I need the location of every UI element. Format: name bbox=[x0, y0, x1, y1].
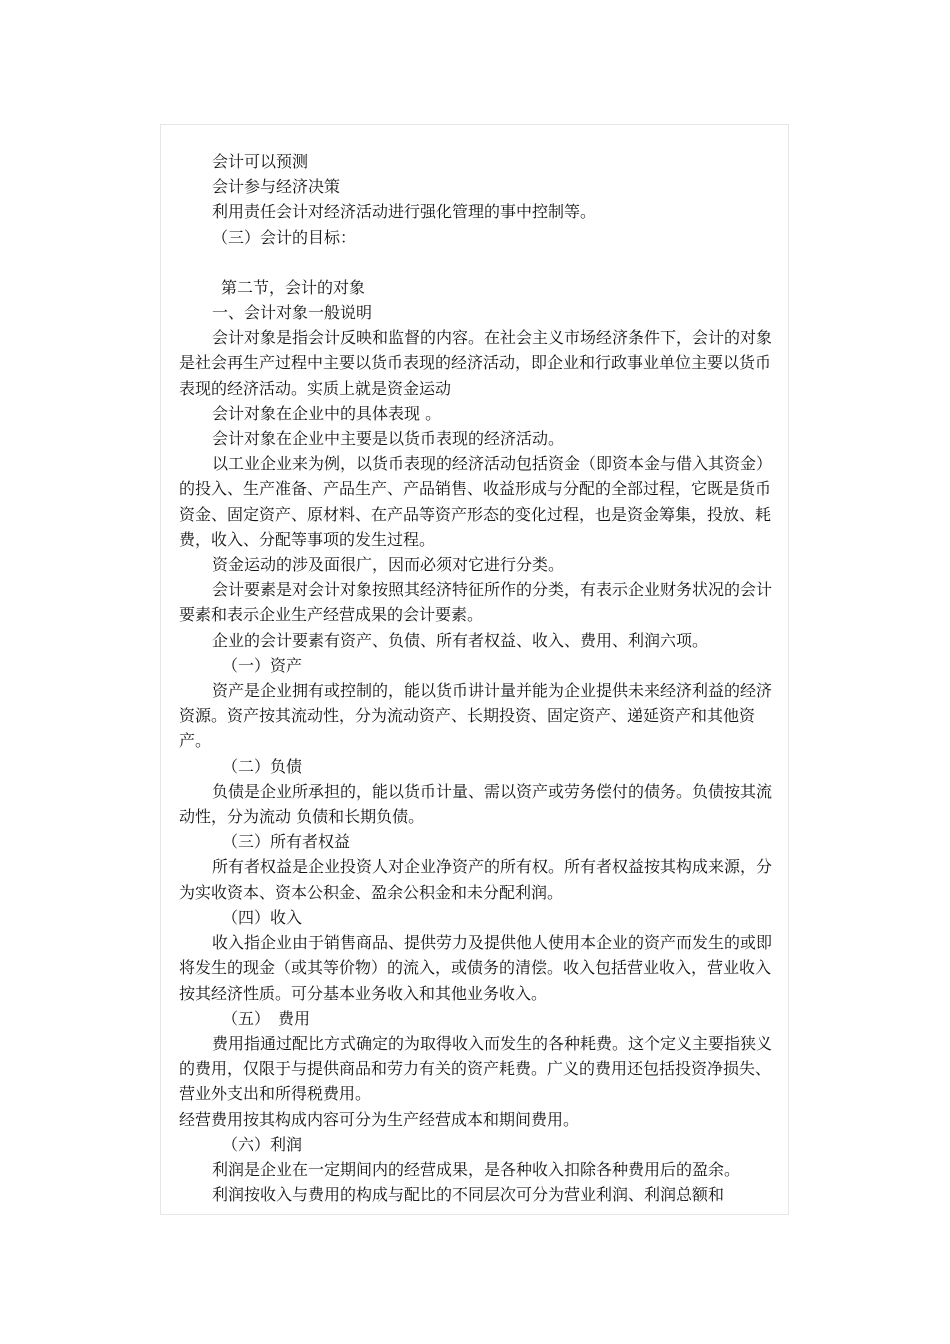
paragraph: 会计要素是对会计对象按照其经济特征所作的分类，有表示企业财务状况的会计要素和表示企业生产经营成果的会计要素。 bbox=[179, 580, 773, 625]
paragraph: 资产是企业拥有或控制的，能以货币讲计量并能为企业提供未来经济利益的经济资源。资产按其流动性，分为流动资产、长期投资、固定资产、递延资产和其他资产。 bbox=[179, 681, 773, 751]
paragraph: 企业的会计要素有资产、负债、所有者权益、收入、费用、利润六项。 bbox=[212, 630, 709, 650]
paragraph: 会计对象在企业中主要是以货币表现的经济活动。 bbox=[212, 429, 565, 449]
paragraph: 会计参与经济决策 bbox=[212, 177, 341, 197]
subsection-heading: （六）利润 bbox=[222, 1134, 303, 1154]
paragraph: 收入指企业由于销售商品、提供劳力及提供他人使用本企业的资产而发生的或即将发生的现金（或其等价物）的流入，或债务的清偿。收入包括营业收入，营业收入按其经济性质。可分基本业务收入和其他业务收入。 bbox=[179, 933, 773, 1003]
paragraph: 以工业企业来为例，以货币表现的经济活动包括资金（即资本金与借入其资金）的投入、生产准备、产品生产、产品销售、收益形成与分配的全部过程，它既是货币资金、固定资产、原材料、在产品等资产形态的变化过程，也是资金筹集，投放、耗费，收入、分配等事项的发生过程。 bbox=[179, 454, 773, 549]
paragraph: 会计对象是指会计反映和监督的内容。在社会主义市场经济条件下，会计的对象是社会再生产过程中主要以货币表现的经济活动，即企业和行政事业单位主要以货币表现的经济活动。实质上就是资金运动 bbox=[179, 328, 773, 398]
subsection-heading: （一）资产 bbox=[222, 655, 303, 675]
paragraph: 利润是企业在一定期间内的经营成果，是各种收入扣除各种费用后的盈余。 bbox=[212, 1159, 741, 1179]
document-body bbox=[179, 149, 775, 1207]
chapter-heading: 第二节，会计的对象 bbox=[221, 277, 366, 297]
paragraph: 利润按收入与费用的构成与配比的不同层次可分为营业利润、利润总额和 bbox=[212, 1185, 725, 1205]
paragraph: 会计可以预测 bbox=[212, 152, 309, 171]
subsection-heading: （二）负债 bbox=[222, 756, 303, 776]
subsection-heading: （四）收入 bbox=[222, 907, 303, 927]
paragraph: 所有者权益是企业投资人对企业净资产的所有权。所有者权益按其构成来源，分为实收资本、资本公积金、盈余公积金和未分配利润。 bbox=[179, 857, 773, 902]
blank-line bbox=[179, 250, 775, 275]
document-page bbox=[160, 124, 789, 1215]
paragraph: 经营费用按其构成内容可分为生产经营成本和期间费用。 bbox=[179, 1109, 580, 1129]
subsection-heading: （五） 费用 bbox=[222, 1008, 311, 1028]
paragraph: 利用责任会计对经济活动进行强化管理的事中控制等。 bbox=[212, 202, 597, 222]
paragraph: 会计对象在企业中的具体表现 。 bbox=[212, 403, 442, 423]
paragraph: 负债是企业所承担的，能以货币计量、需以资产或劳务偿付的债务。负债按其流动性，分为流动 负债和长期负债。 bbox=[179, 781, 773, 827]
subsection-heading: （三）所有者权益 bbox=[222, 832, 351, 852]
paragraph: 费用指通过配比方式确定的为取得收入而发生的各种耗费。这个定义主要指狭义的费用，仅限于与提供商品和劳力有关的资产耗费。广义的费用还包括投资净损失、营业外支出和所得税费用。 bbox=[179, 1033, 773, 1104]
section-heading: （三）会计的目标： bbox=[212, 227, 357, 247]
section-heading: 一、会计对象一般说明 bbox=[212, 303, 373, 323]
paragraph: 资金运动的涉及面很广，因而必须对它进行分类。 bbox=[212, 555, 565, 575]
